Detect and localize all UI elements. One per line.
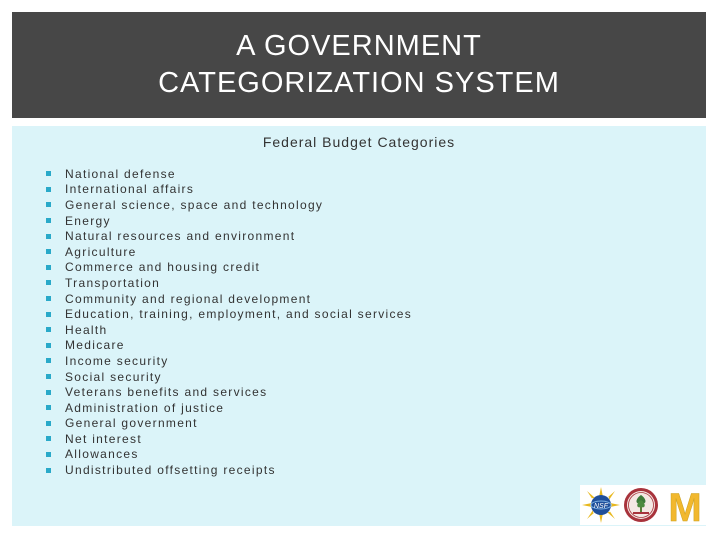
content-panel bbox=[12, 126, 706, 526]
square-bullet-icon bbox=[46, 374, 51, 379]
slide-title-line-2: CATEGORIZATION SYSTEM bbox=[158, 67, 560, 99]
list-item bbox=[46, 431, 412, 447]
list-item-label: Veterans benefits and services bbox=[65, 385, 268, 400]
slide-title-line-1: A GOVERNMENT bbox=[236, 30, 482, 62]
square-bullet-icon bbox=[46, 187, 51, 192]
square-bullet-icon bbox=[46, 343, 51, 348]
list-item bbox=[46, 228, 412, 244]
square-bullet-icon bbox=[46, 202, 51, 207]
list-item-label: General government bbox=[65, 416, 198, 431]
list-item-label: Administration of justice bbox=[65, 400, 225, 415]
stanford-seal-icon bbox=[623, 487, 659, 523]
square-bullet-icon bbox=[46, 327, 51, 332]
list-item bbox=[46, 275, 412, 291]
list-item bbox=[46, 306, 412, 322]
list-item bbox=[46, 197, 412, 213]
list-item-label: National defense bbox=[65, 166, 176, 181]
square-bullet-icon bbox=[46, 265, 51, 270]
square-bullet-icon bbox=[46, 436, 51, 441]
list-item bbox=[46, 166, 412, 182]
square-bullet-icon bbox=[46, 218, 51, 223]
square-bullet-icon bbox=[46, 468, 51, 473]
square-bullet-icon bbox=[46, 234, 51, 239]
square-bullet-icon bbox=[46, 452, 51, 457]
list-item bbox=[46, 244, 412, 260]
list-item bbox=[46, 322, 412, 338]
list-item-label: Medicare bbox=[65, 338, 125, 353]
list-item bbox=[46, 182, 412, 198]
square-bullet-icon bbox=[46, 405, 51, 410]
square-bullet-icon bbox=[46, 421, 51, 426]
list-item-label: Community and regional development bbox=[65, 291, 312, 306]
list-item-label: Agriculture bbox=[65, 244, 137, 259]
title-bar bbox=[12, 12, 706, 118]
list-item-label: Education, training, employment, and social services bbox=[65, 307, 413, 322]
slide-title bbox=[158, 28, 560, 102]
list-item-label: Allowances bbox=[65, 447, 139, 462]
nsf-logo-text: NSF bbox=[594, 503, 608, 510]
list-item bbox=[46, 462, 412, 478]
square-bullet-icon bbox=[46, 296, 51, 301]
list-item-label: International affairs bbox=[65, 182, 195, 197]
square-bullet-icon bbox=[46, 390, 51, 395]
nsf-logo-icon bbox=[582, 487, 620, 523]
list-item-label: Health bbox=[65, 322, 108, 337]
square-bullet-icon bbox=[46, 171, 51, 176]
michigan-logo-letter: M bbox=[668, 487, 702, 523]
list-item bbox=[46, 447, 412, 463]
list-item-label: Commerce and housing credit bbox=[65, 260, 261, 275]
list-item-label: Social security bbox=[65, 369, 162, 384]
list-item-label: Income security bbox=[65, 353, 169, 368]
logo-strip bbox=[580, 485, 708, 525]
list-item bbox=[46, 291, 412, 307]
square-bullet-icon bbox=[46, 358, 51, 363]
list-item bbox=[46, 400, 412, 416]
list-item bbox=[46, 384, 412, 400]
list-item bbox=[46, 213, 412, 229]
list-item bbox=[46, 369, 412, 385]
list-item-label: Transportation bbox=[65, 275, 161, 290]
square-bullet-icon bbox=[46, 312, 51, 317]
list-item-label: Net interest bbox=[65, 431, 142, 446]
list-item-label: Energy bbox=[65, 213, 111, 228]
list-item-label: Natural resources and environment bbox=[65, 229, 296, 244]
list-item bbox=[46, 260, 412, 276]
square-bullet-icon bbox=[46, 280, 51, 285]
michigan-logo-icon bbox=[662, 487, 708, 523]
list-item bbox=[46, 353, 412, 369]
list-item bbox=[46, 338, 412, 354]
slide-subtitle: Federal Budget Categories bbox=[262, 134, 456, 150]
category-list bbox=[46, 166, 412, 478]
square-bullet-icon bbox=[46, 249, 51, 254]
list-item-label: Undistributed offsetting receipts bbox=[65, 463, 276, 478]
list-item bbox=[46, 416, 412, 432]
list-item-label: General science, space and technology bbox=[65, 197, 324, 212]
